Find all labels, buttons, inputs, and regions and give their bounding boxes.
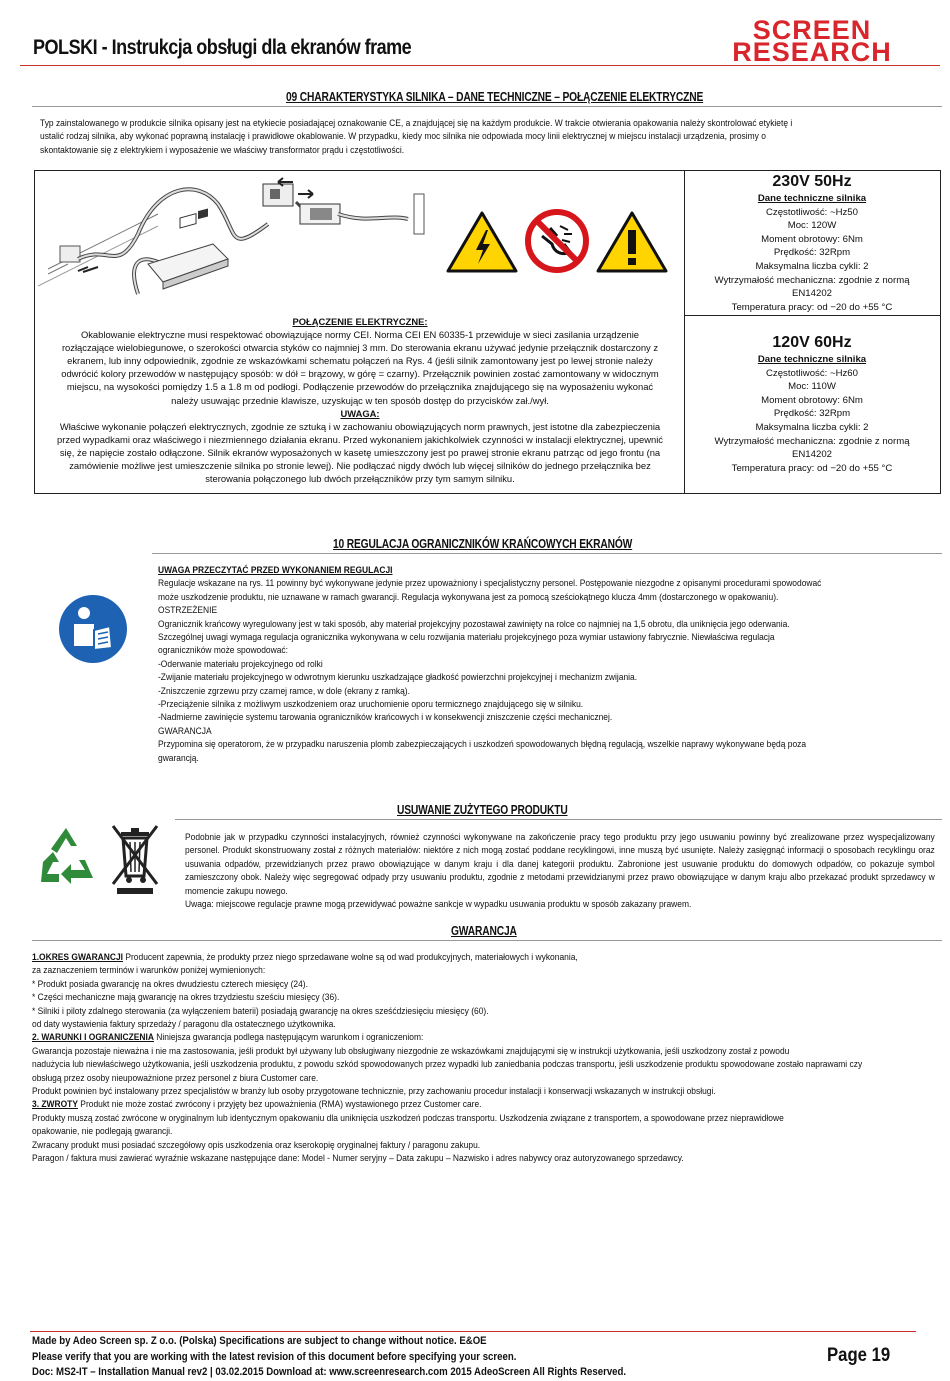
spec-line: Temperatura pracy: od −20 do +55 °C xyxy=(731,462,893,474)
spec-line: Moment obrotowy: 6Nm xyxy=(761,233,863,245)
disposal-text xyxy=(185,831,935,911)
footer-line-1: Made by Adeo Screen sp. Z o.o. (Polska) Specifications are subject to change without notice. E&OE xyxy=(32,1335,487,1347)
spec-line: Maksymalna liczba cykli: 2 xyxy=(755,260,869,272)
reg-line: -Zwijanie materiału projekcyjnego w odwrotnym kierunku uszkadzające gładkość powierzchni projekcyjnej i mechanizm zwijania. xyxy=(158,672,638,684)
warranty-returns-heading: 3. ZWROTY xyxy=(32,1099,78,1111)
reg-line: ograniczników może spowodować: xyxy=(158,645,288,657)
warranty-paragraph-3 xyxy=(32,1098,923,1111)
reg-line: GWARANCJA xyxy=(158,725,212,737)
read-manual-icon xyxy=(58,594,128,664)
section-10-divider xyxy=(152,553,942,554)
warning-heading: UWAGA: xyxy=(340,407,380,419)
footer-divider xyxy=(30,1331,916,1332)
warranty-line: Niniejsza gwarancja podlega następującym warunkom i ograniczeniom: xyxy=(153,1032,424,1044)
reg-line: Regulacje wskazane na rys. 11 powinny być wykonywane jedynie przez upoważniony i specjalistyczny personel. Postępowanie niezgodne z opisanymi procedurami spowodować xyxy=(158,578,822,590)
disposal-title: USUWANIE ZUŻYTEGO PRODUKTU xyxy=(397,803,568,817)
section-10-title: 10 REGULACJA OGRANICZNIKÓW KRAŃCOWYCH EKRANÓW xyxy=(333,537,633,551)
electric-line: ekranem, lub inny odpowiednik, zgodnie ze wskazówkami schematu połączeń na Rys. 4 (jeśli silnik zamontowany jest po lewej stronie należy xyxy=(67,355,653,367)
warning-line: się, że napięcie zostało odłączone. Silnik ekranów wyposażonych w kasetę umieszczony jest po prawej stronie ekranu patrząc od jego frontu (na xyxy=(59,446,661,458)
electric-line: odwrócić kolory przewodów w następujący sposób: w dół = brązowy, w górę = czarny). Przełącznik powinien zostać zamontowany w widocznym xyxy=(61,368,659,380)
section-09-divider xyxy=(32,106,942,107)
warranty-line: Produkt nie może zostać zwrócony i przyjęty bez upoważnienia (RMA) wystawionego przez Customer care. xyxy=(77,1099,482,1111)
warranty-line: Zwracany produkt musi posiadać szczegółowy opis uszkodzenia oraz kserokopię oryginalnej faktury / paragonu zakupu. xyxy=(32,1139,481,1151)
electric-line: rozłączające wielobiegunowe, o szerokości otwarcia styków co najmniej 3 mm. Do sterowania ekranu używać jedynie przełącznik dostarczony z xyxy=(61,342,659,354)
warranty-line: Producent zapewnia, że produkty przez niego sprzedawane wolne są od wad produkcyjnych, materiałowych i wykonania, xyxy=(123,952,578,963)
warranty-line: * Produkt posiada gwarancję na okres dwudziestu czterech miesięcy (24). xyxy=(32,978,308,990)
section-09-intro xyxy=(40,117,911,157)
spec-120v xyxy=(688,333,936,475)
warranty-paragraph-2 xyxy=(32,1031,923,1044)
spec-line: Temperatura pracy: od −20 do +55 °C xyxy=(731,301,893,313)
warranty-title: GWARANCJA xyxy=(451,924,517,938)
warranty-line: obsługą przez osoby nieupoważnione przez personel z biura Customer care. xyxy=(32,1072,319,1084)
spec-line: Wytrzymałość mechaniczna: zgodnie z normą xyxy=(714,274,910,286)
spec-120v-subtitle: Dane techniczne silnika xyxy=(757,354,867,365)
electric-line: Okablowanie elektryczne musi respektować obowiązujące normy CEI. Norma CEI EN 60335-1 przewiduje w sieci zasilania urządzenie xyxy=(80,329,640,341)
warranty-line: * Części mechaniczne mają gwarancję na okres trzydziestu sześciu miesięcy (36). xyxy=(32,992,340,1004)
reg-line: -Nadmierne zawinięcie systemu tarowania ograniczników krańcowych i w konsekwencji zniszczenie części mechanicznej. xyxy=(158,712,613,724)
spec-line: Częstotliwość: ~Hz50 xyxy=(766,206,858,218)
general-warning-icon xyxy=(596,210,668,274)
warranty-line: opakowanie, nie podlegają gwarancji. xyxy=(32,1126,173,1138)
reg-line: Przypomina się operatorom, że w przypadku naruszenia plomb zabezpieczających i uszkodzeń spowodowanych błędną regulacją, wszelkie naprawy wykonywane będą poza xyxy=(158,739,807,751)
electrical-connection-text xyxy=(40,315,680,485)
reg-line: -Zniszczenie zgrzewu przy czarnej ramce, w dole (ekrany z ramką). xyxy=(158,685,410,697)
spec-box-horizontal-divider xyxy=(684,315,940,316)
spec-box-vertical-divider xyxy=(684,170,685,493)
section-09-title: 09 CHARAKTERYSTYKA SILNIKA – DANE TECHNICZNE – POŁĄCZENIE ELEKTRYCZNE xyxy=(286,90,704,104)
disposal-paragraph: Podobnie jak w przypadku czynności instalacyjnych, również czynności wykonywane na zakończenie pracy tego produktu przy jego usuwaniu powinny być zrealizowane przez wyspecjalizowany personel. Produkt skonstruowany został z różnych materiałów: niektóre z nich mogą zostać poddane recyklingowi, inne muszą być usunięte. Należy zasięgnąć informacji o sposobach recyklingu oraz usuwania odpadów, przewidzianych przez prawo obowiązujące w danym kraju i dla danej kategorii produktu. Zabronione jest usuwanie produktu do domowych odpadów, co pokazuje symbol zamieszczony obok. Należy więc segregować odpady przy usuwaniu produktu, zgodnie z metodami przewidzianymi przez prawo obowiązujące w danym kraju albo przekazać produkt sprzedawcy w momencie zakupu nowego. xyxy=(185,832,935,897)
weee-crossed-bin-icon xyxy=(105,818,165,898)
reg-line: -Oderwanie materiału projekcyjnego od rolki xyxy=(158,658,323,670)
spec-line: EN14202 xyxy=(791,288,832,300)
disposal-note: Uwaga: miejscowe regulacje prawne mogą przewidywać poważne sankcje w wypadku usuwania produktu w sposób zakazany prawem. xyxy=(185,899,692,911)
warranty-line: za zaznaczeniem terminów i warunków poniżej wymienionych: xyxy=(32,965,266,977)
spec-230v-title: 230V 50Hz xyxy=(772,173,852,190)
spec-230v xyxy=(688,172,936,314)
electric-line: miejscu, na wysokości pomiędzy 1.5 a 1.8 m od podłogi. Podłączenie przewodów do przełącznika znajdującego się na wyposażeniu wykonać xyxy=(66,381,654,393)
reg-line: może uszkodzenie produktu, nie uznawane w ramach gwarancji. Regulacja wykonywana jest za pomocą sześciokątnego klucza 4mm (dostarczonego w opakowaniu). xyxy=(158,591,779,603)
disposal-divider xyxy=(175,819,942,820)
warning-line: zamówienie możliwe jest umieszczenie silnika po stronie lewej). Nie podłączać nigdy dwóch lub więcej silników do jednego przełącznika bez xyxy=(69,460,651,472)
logo-line-screen: SCREEN xyxy=(752,15,872,45)
warning-line: Właściwe wykonanie połączeń elektrycznych, zgodnie ze sztuką i w zachowaniu obowiązujących norm prawnych, jest istotne dla zabezpieczenia xyxy=(59,420,661,432)
reg-line: Szczególnej uwagi wymaga regulacja ogranicznika wykonywana w celu rozwijania materiału projekcyjnego poza wymiar ustawiony fabrycznie. Niewłaściwa regulacja xyxy=(158,632,775,644)
spec-line: Moc: 120W xyxy=(787,220,837,232)
recycling-icon xyxy=(33,822,99,888)
spec-line: Moment obrotowy: 6Nm xyxy=(761,394,863,406)
no-touch-prohibition-icon xyxy=(524,208,590,274)
reg-line: -Przeciążenie silnika z możliwym uszkodzeniem oraz uruchomienie oporu termicznego znajdującego się w silniku. xyxy=(158,699,584,711)
reg-line: OSTRZEŻENIE xyxy=(158,605,218,617)
intro-line: skontaktowanie się z elektrykiem i wyposażenie we właściwy transformator prądu i częstotliwości. xyxy=(40,144,405,156)
warranty-line: od daty wystawienia faktury sprzedaży / paragonu dla ostatecznego użytkownika. xyxy=(32,1019,336,1031)
spec-line: Prędkość: 32Rpm xyxy=(773,247,851,259)
warning-line: sterowania połączonego lub dwóch przełączników przy tym samym silniku. xyxy=(205,473,515,485)
reg-line: Ogranicznik krańcowy wyregulowany jest w taki sposób, aby materiał projekcyjny pozostawał zawinięty na rolce co najmniej na 1,5 obrotu, dla uniknięcia jego oderwania. xyxy=(158,618,790,630)
logo-line-research: RESEARCH xyxy=(732,37,892,67)
footer-line-3: Doc: MS2-IT – Installation Manual rev2 | 03.02.2015 Download at: www.screenresearch.com 2015 AdeoScreen All Rights Reserved. xyxy=(32,1366,627,1379)
warning-line: przed wypadkami oraz właściwego i niezmiennego działania ekranu. Przed wykonaniem jakichkolwiek czynności w instalacji elektrycznej, upewnić xyxy=(56,433,663,445)
intro-line: ustalić rodzaj silnika, aby wykonać poprawną instalację i prawidłowe okablowanie. W przypadku, kiedy moc silnika nie odpowiada mocy linii elektrycznej w miejscu instalacji urządzenia, prosimy o xyxy=(40,131,766,143)
warranty-line: Gwarancja pozostaje nieważna i nie ma zastosowania, jeśli produkt był używany lub obsługiwany niezgodnie ze wskazówkami znajdującymi się w instrukcji użytkowania, jeśli uszkodzony został z powodu xyxy=(32,1045,790,1057)
electrical-heading: POŁĄCZENIE ELEKTRYCZNE: xyxy=(292,316,428,327)
warranty-line: Produkty muszą zostać zwrócone w oryginalnym lub identycznym opakowaniu dla uniknięcia uszkodzeń podczas transportu. Uszkodzenia związane z transportem, a spowodowane przez nieprawidłowe xyxy=(32,1112,784,1124)
warranty-divider xyxy=(32,940,942,941)
spec-230v-subtitle: Dane techniczne silnika xyxy=(757,193,867,204)
reg-line: gwarancją. xyxy=(158,752,199,764)
warranty-paragraph-1 xyxy=(32,951,923,964)
footer xyxy=(32,1334,626,1381)
spec-line: Prędkość: 32Rpm xyxy=(773,408,851,420)
spec-line: Częstotliwość: ~Hz60 xyxy=(766,367,858,379)
section-10-text xyxy=(158,564,902,765)
spec-120v-title: 120V 60Hz xyxy=(772,334,852,351)
switch-wiring-illustration xyxy=(38,174,432,304)
warranty-period-heading: 1.OKRES GWARANCJI xyxy=(32,952,124,963)
warranty-line: nadużycia lub niewłaściwego użytkowania, jeśli uszkodzenia produktu, z powodu szkód spowodowanych przez wypadki lub zaniedbania podczas transportu, jeśli uszkodzenie produktu spowodowane zostało naprawami czy xyxy=(32,1059,863,1071)
regulation-heading: UWAGA PRZECZYTAĆ PRZED WYKONANIEM REGULACJI xyxy=(158,565,393,576)
spec-line: Moc: 110W xyxy=(788,381,836,393)
warranty-line: Paragon / faktura musi zawierać wyraźnie wskazane następujące dane: Model - Numer seryjny – Data zakupu – Nazwisko i adres nabywcy oraz autoryzowanego sprzedawcy. xyxy=(32,1153,684,1165)
screen-research-logo xyxy=(706,15,918,67)
warranty-line: * Silniki i piloty zdalnego sterowania (za wyłączeniem baterii) posiadają gwarancję na okres sześćdziesięciu miesięcy (60). xyxy=(32,1005,489,1017)
warranty-text xyxy=(32,951,923,1166)
intro-line: Typ zainstalowanego w produkcie silnika opisany jest na etykiecie posiadającej oznakowanie CE, a znajdującej się na każdym produkcie. W trakcie otwierania opakowania należy skontrolować etykietę i xyxy=(40,118,793,129)
spec-line: Wytrzymałość mechaniczna: zgodnie z normą xyxy=(714,435,910,447)
page-header-title: POLSKI - Instrukcja obsługi dla ekranów frame xyxy=(33,36,412,59)
electric-hazard-icon xyxy=(446,210,518,274)
warranty-conditions-heading: 2. WARUNKI I OGRANICZENIA xyxy=(32,1032,154,1044)
spec-line: EN14202 xyxy=(791,449,832,461)
warranty-line: Produkt powinien być instalowany przez specjalistów w branży lub osoby przygotowane technicznie, przy zachowaniu procedur instalacji i konserwacji wskazanych w instrukcji obsługi. xyxy=(32,1086,716,1098)
page-number: Page 19 xyxy=(827,1345,891,1366)
footer-line-2: Please verify that you are working with the latest revision of this document before specifying your screen. xyxy=(32,1350,517,1363)
electric-line: należy usuwając przednie klawisze, uzyskując w ten sposób dostęp do przycisków zał./wył. xyxy=(171,394,549,406)
spec-line: Maksymalna liczba cykli: 2 xyxy=(755,421,869,433)
